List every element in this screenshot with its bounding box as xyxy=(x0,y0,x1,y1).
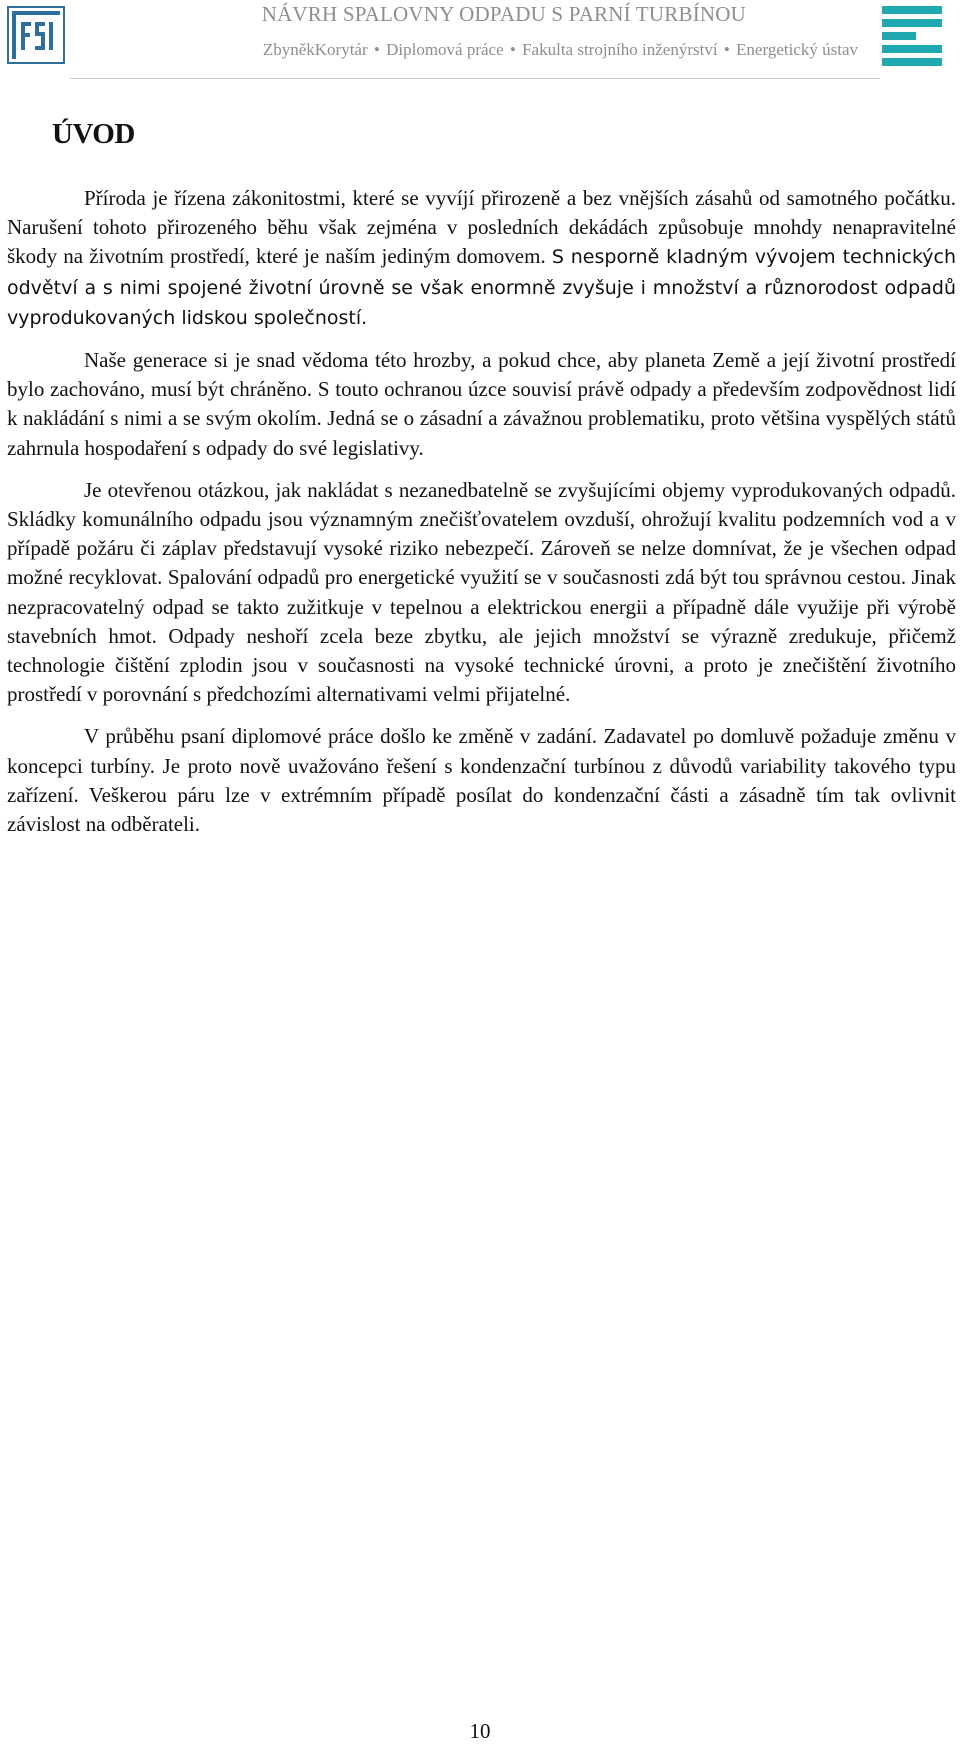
body-text xyxy=(7,184,956,852)
header-divider xyxy=(70,78,880,79)
document-title: NÁVRH SPALOVNY ODPADU S PARNÍ TURBÍNOU xyxy=(261,2,746,26)
bullet-separator: • xyxy=(373,40,380,59)
paragraph-3: Je otevřenou otázkou, jak nakládat s nezanedbatelně se zvyšujícími objemy vyprodukovaných odpadů. Skládky komunálního odpadu jsou významným znečišťovatelem ovzduší, ohrožují kvalitu podzemních vod a v případě požáru či záplav představují vysoké riziko nebezpečí. Zároveň se nelze domnívat, že je všechen odpad možné recyklovat. Spalování odpadů pro energetické využití se v současnosti zdá být tou správnou cestou. Jinak nezpracovatelný odpad se takto zužitkuje v tepelnou a elektrickou energii a případně dále využije při výrobě stavebních hmot. Odpady neshoří zcela beze zbytku, ale jejich množství se výrazně zredukuje, přičemž technologie čištění zplodin jsou v současnosti na vysoké technické úrovni, a proto je znečištění životního prostředí v porovnání s předchozími alternativami velmi přijatelné. xyxy=(7,477,956,707)
document-type: Diplomová práce xyxy=(386,40,504,59)
faculty-name: Fakulta strojního inženýrství xyxy=(522,40,718,59)
energy-institute-logo-icon xyxy=(882,6,942,66)
bullet-separator: • xyxy=(509,40,516,59)
header-subtitle xyxy=(263,40,858,60)
paragraph-1 xyxy=(7,184,956,333)
paragraph-4: V průběhu psaní diplomové práce došlo ke změně v zadání. Zadavatel po domluvě požaduje změnu v koncepci turbíny. Je proto nově uvažováno řešení s kondenzační turbínou z důvodů variability takového typu zařízení. Veškerou páru lze v extrémním případě posílat do kondenzační části a zásadně tím tak ovlivnit závislost na odběrateli. xyxy=(7,724,956,837)
institute-name: Energetický ústav xyxy=(736,40,858,59)
chapter-title: ÚVOD xyxy=(52,118,135,150)
paragraph-2: Naše generace si je snad vědoma této hrozby, a pokud chce, aby planeta Země a její životní prostředí bylo zachováno, musí být chráněno. S touto ochranou úzce souvisí právě odpady a především zodpovědnost lidí k nakládání s nimi a se svým okolím. Jedná se o zásadní a závažnou problematiku, proto většina vyspělých států zahrnula hospodaření s odpady do své legislativy. xyxy=(7,348,956,460)
page-number: 10 xyxy=(469,1719,491,1743)
paragraph-1-serif-run: Příroda je řízena zákonitostmi, které se vyvíjí přirozeně a bez vnějších zásahů od samotného počátku. Narušení tohoto přirozeného běhu však zejména v posledních dekádách způsobuje mnohdy nenapravitelné škody na životním prostředí, které je naším jediným domovem. xyxy=(7,186,956,269)
fsi-logo-icon xyxy=(7,6,65,64)
page-header xyxy=(0,0,960,80)
paragraph-1-sans-run: S nesporně kladným vývojem technických odvětví a s nimi spojené životní úrovně se však enormně zvyšuje i množství a různorodost odpadů vyprodukovaných lidskou společností. xyxy=(7,246,957,329)
author-name: ZbyněkKorytár xyxy=(262,40,368,59)
bullet-separator: • xyxy=(723,40,730,59)
